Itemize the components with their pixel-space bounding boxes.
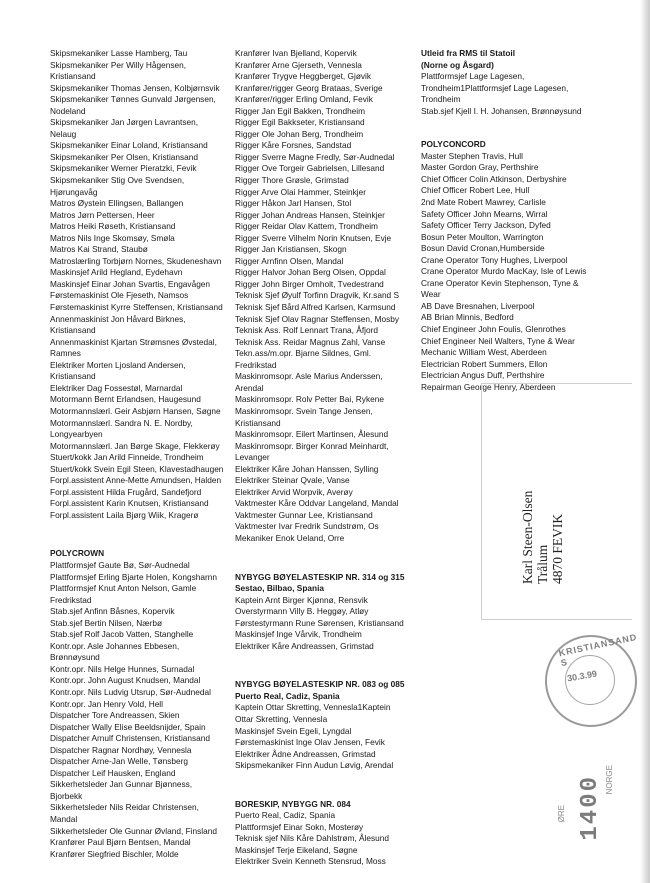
list-item: AB Dave Bresnahen, Liverpool — [421, 300, 535, 311]
list-item: Rigger Arnfinn Olsen, Mandal — [235, 255, 344, 266]
list-item: Mechanic William West, Aberdeen — [421, 347, 547, 358]
list-item: Chief Engineer Neil Walters, Tyne & Wear — [421, 335, 575, 346]
list-item: Plattformsjef Knut Anton Nelson, Gamle — [50, 583, 197, 594]
list-item: Rigger Ove Torgeir Gabrielsen, Lillesand — [235, 163, 385, 174]
section-heading-boreskip-084: BORESKIP, NYBYGG NR. 084 — [235, 798, 351, 809]
list-item: Master Gordon Gray, Perthshire — [421, 162, 539, 173]
list-item: Plattformsjef Gaute Bø, Sør-Audnedal — [50, 559, 190, 570]
section-heading-polyconcord: POLYCONCORD — [421, 139, 486, 150]
list-item: Ottar Skretting, Vennesla — [235, 713, 328, 724]
list-item: Bosun David Cronan,Humberside — [421, 243, 545, 254]
list-item: Nelaug — [50, 128, 77, 139]
list-item: Førstemaskinist Ole Fjeseth, Namsos — [50, 290, 189, 301]
list-item: Maskinromsopr. Asle Marius Anderssen, — [235, 371, 383, 382]
list-item: Rigger Thore Grøsle, Grimstad — [235, 175, 349, 186]
list-item: Elektriker Kåre Johan Hanssen, Sylling — [235, 463, 379, 474]
list-item: Kristiansand — [235, 417, 281, 428]
postmark-stamp — [545, 631, 639, 727]
crew-list-polyconcord — [421, 151, 621, 393]
list-item: Chief Engineer John Foulis, Glenrothes — [421, 324, 566, 335]
list-item: Annenmaskinist Jon Håvard Birknes, — [50, 313, 186, 324]
list-item: Tekn.ass/m.opr. Bjarne Sildnes, Gml. — [235, 348, 372, 359]
crew-list-polycrown — [50, 560, 235, 860]
list-item: Rigger Sverre Magne Fredly, Sør-Audnedal — [235, 151, 395, 162]
list-item: Elektriker Morten Ljosland Andersen, — [50, 359, 186, 370]
list-item: Kranfører/rigger Georg Brataas, Sverige — [235, 82, 383, 93]
list-item: Matros Kai Strand, Staubø — [50, 244, 148, 255]
list-item: Stab.sjef Rolf Jacob Vatten, Stanghelle — [50, 629, 194, 640]
list-item: Rigger Arve Olai Hammer, Steinkjer — [235, 186, 366, 197]
list-item: Electrician Angus Duff, Perthshire — [421, 370, 545, 381]
list-item: Rigger Sverre Vilhelm Norin Knutsen, Evje — [235, 232, 392, 243]
list-item: Motormann Bernt Erlandsen, Haugesund — [50, 394, 201, 405]
list-item: Forpl.assistent Karin Knutsen, Kristiansand — [50, 498, 209, 509]
list-item: Safety Officer Terry Jackson, Dyfed — [421, 220, 551, 231]
list-item: Teknisk Sjef Øyulf Torfinn Dragvik, Kr.sand S — [235, 290, 400, 301]
list-item: Maskinromsopr. Svein Tange Jensen, — [235, 405, 373, 416]
column-left — [50, 48, 235, 860]
list-item: Stab.sjef Bertin Nilsen, Nærbø — [50, 617, 163, 628]
list-item: Skipsmekaniker Einar Loland, Kristiansand — [50, 140, 208, 151]
list-item: Rigger Reidar Olav Kattem, Trondheim — [235, 221, 378, 232]
list-item: Rigger Jan Kristiansen, Skogn — [235, 244, 347, 255]
list-item: Plattformsjef Einar Sokn, Mosterøy — [235, 821, 364, 832]
list-item: Kontr.opr. Nils Helge Hunnes, Surnadal — [50, 663, 195, 674]
list-item: Stuert/kokk Jan Arild Finneide, Trondheim — [50, 452, 204, 463]
list-item: Vaktmester Kåre Oddvar Langeland, Mandal — [235, 498, 399, 509]
list-item: Kranfører/rigger Erling Omland, Fevik — [235, 94, 373, 105]
list-item: Kaptein Ottar Skretting, Vennesla1Kaptein — [235, 702, 391, 713]
list-item: Skipsmekaniker Lasse Hamberg, Tau — [50, 48, 188, 58]
list-item: Skipsmekaniker Per Olsen, Kristiansand — [50, 151, 199, 162]
list-item: Mekaniker Enok Ueland, Orre — [235, 532, 345, 543]
list-item: Stab.sjef Anfinn Båsnes, Kopervik — [50, 606, 175, 617]
postmark-date: 30.3.99 — [566, 668, 598, 684]
list-item: Elektriker Arvid Worpvik, Averøy — [235, 486, 353, 497]
list-item: Dispatcher Tore Andreassen, Skien — [50, 710, 180, 721]
postmark-place: KRISTIANSAND S — [557, 631, 639, 669]
list-item: Forpl.assistent Anne-Mette Amundsen, Halden — [50, 475, 222, 486]
list-item: Master Stephen Travis, Hull — [421, 150, 523, 161]
postage-country: NORGE — [605, 765, 614, 795]
list-item: Matroslærling Torbjørn Nornes, Skudeneshavn — [50, 255, 222, 266]
list-item: Motormannslærl. Jan Børge Skage, Flekkerøy — [50, 440, 220, 451]
list-item: Kristiansand — [50, 371, 96, 382]
list-item: Stab.sjef Kjell I. H. Johansen, Brønnøysund — [421, 105, 582, 116]
list-item: Rigger Johan Andreas Hansen, Steinkjer — [235, 209, 385, 220]
list-item: Matros Heiki Røseth, Kristiansand — [50, 221, 176, 232]
crew-list-nybygg-083 — [235, 702, 415, 771]
list-item: Nodeland — [50, 105, 86, 116]
list-item: Elektriker Steinar Qvale, Vanse — [235, 475, 350, 486]
list-item: Skipsmekaniker Tønnes Gunvald Jørgensen, — [50, 94, 216, 105]
list-item: Kranfører Trygve Heggberget, Gjøvik — [235, 71, 372, 82]
list-item: 2nd Mate Robert Mawrey, Carlisle — [421, 197, 546, 208]
list-item: Dispatcher Leif Hausken, England — [50, 767, 176, 778]
list-item: Brønnøysund — [50, 652, 100, 663]
postage-meter-imprint — [557, 765, 615, 860]
list-item: Rigger Ole Johan Berg, Trondheim — [235, 128, 364, 139]
list-item: Kontr.opr. Asle Johannes Ebbesen, — [50, 640, 180, 651]
page-edge-shadow — [640, 0, 650, 883]
address-street: Trålum — [535, 544, 550, 584]
list-item: Sikkerhetsleder Nils Reidar Christensen, — [50, 802, 199, 813]
list-item: Motormannslærl. Sandra N. E. Nordby, — [50, 417, 193, 428]
list-item: Teknisk Ass. Rolf Lennart Trana, Åfjord — [235, 325, 378, 336]
list-item: Repairman George Henry, Aberdeen — [421, 381, 556, 392]
list-item: Safety Officer John Mearns, Wirral — [421, 208, 548, 219]
list-item: Chief Officer Colin Atkinson, Derbyshire — [421, 173, 567, 184]
list-item: Dispatcher Wally Elise Beeldsnijder, Spain — [50, 721, 206, 732]
list-item: Trondheim — [421, 94, 461, 105]
crew-list-rms — [421, 71, 621, 117]
list-item: Rigger Kåre Forsnes, Sandstad — [235, 140, 352, 151]
list-item: Electrician Robert Summers, Ellon — [421, 358, 548, 369]
list-item: Fredrikstad — [50, 594, 92, 605]
list-item: Maskinsjef Svein Egeli, Lyngdal — [235, 725, 352, 736]
list-item: Ramnes — [50, 348, 81, 359]
list-item: Skipsmekaniker Per Willy Hågensen, — [50, 59, 187, 70]
list-item: Rigger Håkon Jarl Hansen, Stol — [235, 198, 352, 209]
list-item: Førstemaskinist Kyrre Steffensen, Kristiansand — [50, 302, 223, 313]
list-item: Vaktmester Ivar Fredrik Sundstrøm, Os — [235, 521, 379, 532]
list-item: Rigger John Birger Omholt, Tvedestrand — [235, 278, 384, 289]
list-item: Longyearbyen — [50, 429, 103, 440]
list-item: Skipsmekaniker Stig Ove Svendsen, — [50, 175, 185, 186]
list-item: Skipsmekaniker Werner Pieratzki, Fevik — [50, 163, 197, 174]
list-item: Maskinsjef Inge Vårvik, Trondheim — [235, 629, 362, 640]
list-item: Sikkerhetsleder Jan Gunnar Bjønness, — [50, 779, 193, 790]
section-heading-nybygg-083: NYBYGG BØYELASTESKIP NR. 083 og 085 — [235, 679, 405, 690]
list-item: Mandal — [50, 814, 78, 824]
list-item: Plattformsjef Lage Lagesen, — [421, 71, 525, 82]
list-item: Maskinromsopr. Rolv Petter Bai, Rykene — [235, 394, 384, 405]
list-item: Kristiansand — [50, 325, 96, 336]
crew-list-nybygg-314 — [235, 595, 415, 653]
crew-list-top — [50, 48, 235, 521]
list-item: Maskinsjef Arild Hegland, Eydehavn — [50, 267, 183, 278]
list-item: Vaktmester Gunnar Lee, Kristiansand — [235, 509, 373, 520]
list-item: Maskinromsopr. Birger Konrad Meinhardt, — [235, 440, 389, 451]
list-item: Maskinsjef Einar Johan Svartis, Engavågen — [50, 278, 211, 289]
crew-list-boreskip-084 — [235, 810, 415, 868]
mailing-address — [520, 392, 572, 584]
list-item: Sikkerhetsleder Ole Gunnar Øvland, Finsland — [50, 825, 217, 836]
list-item: Motormannslærl. Geir Asbjørn Hansen, Søgne — [50, 405, 221, 416]
list-item: Chief Officer Robert Lee, Hull — [421, 185, 530, 196]
column-right — [421, 48, 621, 393]
list-item: Matros Jørn Pettersen, Heer — [50, 209, 155, 220]
list-item: Kontr.opr. Nils Ludvig Utsrup, Sør-Audnedal — [50, 686, 211, 697]
list-item: Levanger — [235, 452, 270, 463]
list-item: Bjorbekk — [50, 790, 83, 801]
list-item: Dispatcher Ragnar Nordhøy, Vennesla — [50, 744, 192, 755]
list-item: Forpl.assistent Laila Bjørg Wiik, Kragerø — [50, 509, 199, 520]
list-item: Crane Operator Tony Hughes, Liverpool — [421, 254, 568, 265]
list-item: AB Brian Minnis, Bedford — [421, 312, 514, 323]
list-item: Crane Operator Kevin Stephenson, Tyne & — [421, 277, 579, 288]
list-item: Elektriker Svein Kenneth Stensrud, Moss — [235, 856, 386, 867]
column-middle — [235, 48, 415, 868]
list-item: Kranfører Arne Gjerseth, Vennesla — [235, 59, 362, 70]
list-item: Dispatcher Arnulf Christensen, Kristiansand — [50, 733, 211, 744]
list-item: Førstemaskinist Inge Olav Jensen, Fevik — [235, 737, 385, 748]
address-name: Karl Steen-Olsen — [520, 490, 535, 584]
section-subheading-sestao: Sestao, Bilbao, Spania — [235, 583, 324, 594]
list-item: Kaptein Arnt Birger Kjønnø, Rensvik — [235, 594, 368, 605]
postage-value: 1400 — [577, 775, 604, 841]
section-heading-rms-statoil: Utleid fra RMS til Statoil — [421, 48, 516, 58]
section-heading-polycrown: POLYCROWN — [50, 548, 105, 559]
list-item: Overstyrmann Villy B. Heggøy, Atløy — [235, 606, 369, 617]
list-item: Elektriker Ådne Andreassen, Grimstad — [235, 748, 376, 759]
list-item: Skipsmekaniker Thomas Jensen, Kolbjørnsvik — [50, 82, 220, 93]
list-item: Skipsmekaniker Jan Jørgen Lavrantsen, — [50, 117, 199, 128]
list-item: Førstestyrmann Rune Sørensen, Kristiansand — [235, 617, 404, 628]
list-item: Fredrikstad — [235, 359, 277, 370]
list-item: Rigger Halvor Johan Berg Olsen, Oppdal — [235, 267, 386, 278]
list-item: Rigger Egil Bakkseter, Kristiansand — [235, 117, 365, 128]
list-item: Matros Øystein Ellingsen, Ballangen — [50, 198, 184, 209]
list-item: Trondheim1Plattformsjef Lage Lagesen, — [421, 82, 569, 93]
list-item: Dispatcher Arne-Jan Welle, Tønsberg — [50, 756, 189, 767]
crew-list-rigs — [235, 48, 415, 545]
list-item: Matros Nils Inge Skomsøy, Smøla — [50, 232, 175, 243]
list-item: Kristiansand — [50, 71, 96, 82]
list-item: Crane Operator Murdo MacKay, Isle of Lewis — [421, 266, 587, 277]
postage-unit: ØRE — [557, 805, 566, 823]
list-item: Kranfører Siegfried Bischler, Molde — [50, 848, 179, 859]
list-item: Kranfører Ivan Bjelland, Kopervik — [235, 48, 357, 58]
section-subheading-puerto-real: Puerto Real, Cadiz, Spania — [235, 690, 340, 701]
list-item: Puerto Real, Cadiz, Spania — [235, 810, 336, 821]
list-item: Bosun Peter Moulton, Warrington — [421, 231, 544, 242]
list-item: Hjørungavåg — [50, 186, 98, 197]
list-item: Maskinromsopr. Eilert Martinsen, Ålesund — [235, 429, 389, 440]
list-item: Annenmaskinist Kjartan Strømsnes Øvstedal, — [50, 336, 217, 347]
list-item: Teknisk Sjef Olav Ragnar Steffensen, Mosby — [235, 313, 400, 324]
list-item: Plattformsjef Erling Bjarte Holen, Kongsharnn — [50, 571, 217, 582]
list-item: Kontr.opr. Jan Henry Vold, Hell — [50, 698, 163, 709]
list-item: Teknisk Ass. Reidar Magnus Zahl, Vanse — [235, 336, 386, 347]
list-item: Kontr.opr. John August Knudsen, Mandal — [50, 675, 201, 686]
list-item: Kranfører Paul Bjørn Bentsen, Mandal — [50, 837, 191, 848]
list-item: Wear — [421, 289, 441, 300]
section-subheading-norne-asgard: (Norne og Åsgard) — [421, 59, 494, 70]
list-item: Rigger Jan Egil Bakken, Trondheim — [235, 105, 366, 116]
list-item: Stuert/kokk Svein Egil Steen, Klavestadhaugen — [50, 463, 224, 474]
address-city: 4870 FEVIK — [550, 513, 565, 584]
list-item: Elektriker Dag Fossestøl, Marnardal — [50, 382, 183, 393]
list-item: Teknisk Sjef Bård Alfred Karlsen, Karmsund — [235, 302, 396, 313]
list-item: Forpl.assistent Hilda Frugård, Sandefjord — [50, 486, 202, 497]
list-item: Maskinsjef Terje Eikeland, Søgne — [235, 844, 358, 855]
section-heading-nybygg-314: NYBYGG BØYELASTESKIP NR. 314 og 315 — [235, 571, 405, 582]
list-item: Elektriker Kåre Andreassen, Grimstad — [235, 640, 374, 651]
list-item: Teknisk sjef Nils Kåre Dahlstrøm, Ålesund — [235, 833, 390, 844]
list-item: Skipsmekaniker Finn Audun Løvig, Arendal — [235, 760, 394, 771]
list-item: Arendal — [235, 382, 264, 393]
